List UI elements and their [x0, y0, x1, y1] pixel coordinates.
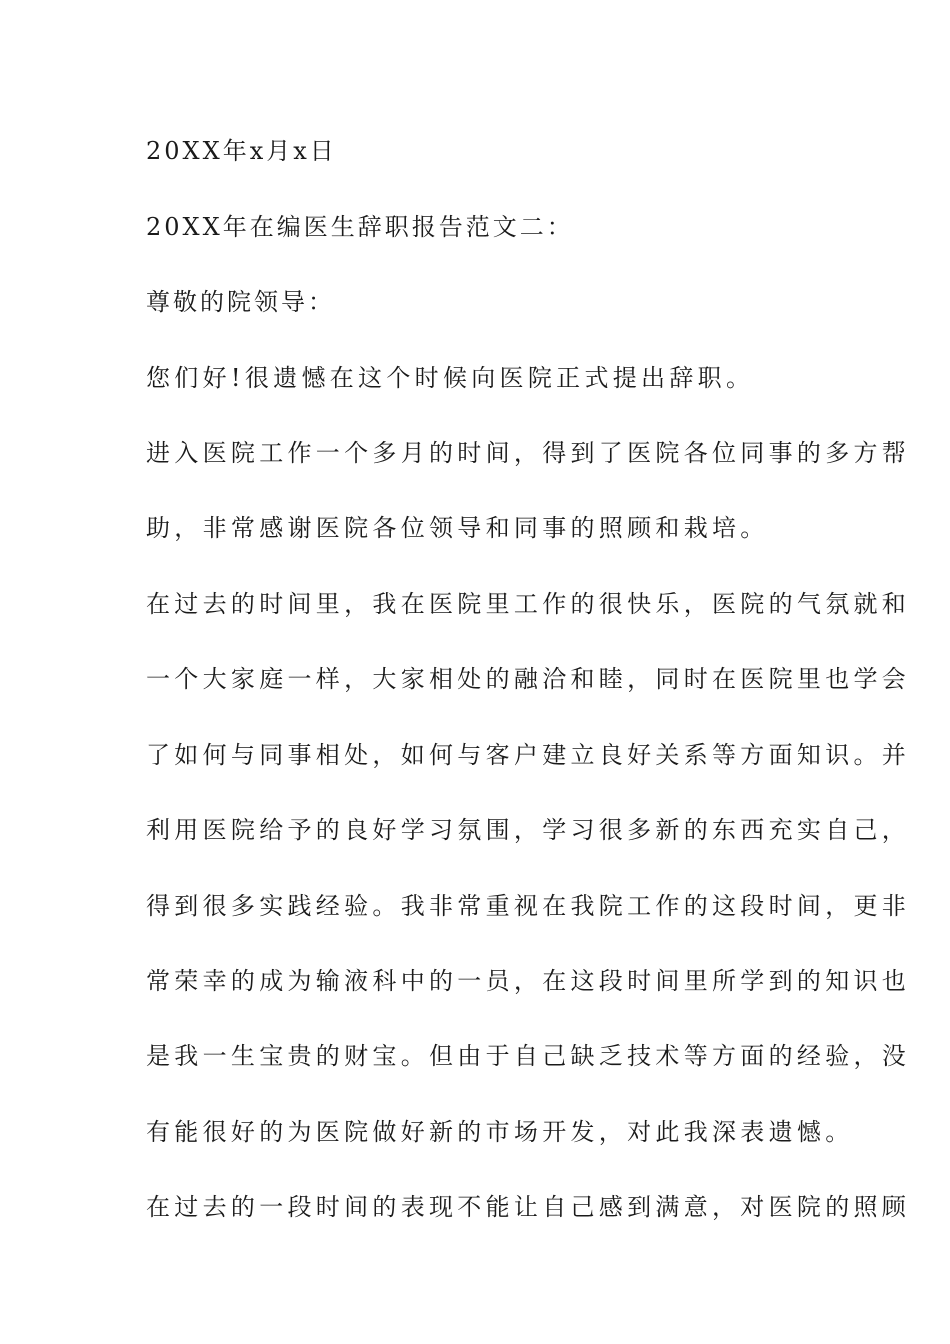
section-title: 20XX年在编医生辞职报告范文二：	[146, 213, 574, 241]
paragraph-line: 在过去的时间里，我在医院里工作的很快乐，医院的气氛就和	[146, 590, 911, 618]
paragraph-line: 了如何与同事相处，如何与客户建立良好关系等方面知识。并	[146, 741, 911, 769]
paragraph-line: 得到很多实践经验。我非常重视在我院工作的这段时间，更非	[146, 892, 911, 920]
paragraph-line: 是我一生宝贵的财宝。但由于自己缺乏技术等方面的经验，没	[146, 1042, 911, 1070]
paragraph-line: 在过去的一段时间的表现不能让自己感到满意，对医院的照顾	[146, 1193, 911, 1221]
paragraph-line: 常荣幸的成为输液科中的一员，在这段时间里所学到的知识也	[146, 967, 911, 995]
salutation: 尊敬的院领导：	[146, 288, 335, 316]
paragraph-line: 一个大家庭一样，大家相处的融洽和睦，同时在医院里也学会	[146, 665, 911, 693]
paragraph-line: 有能很好的为医院做好新的市场开发，对此我深表遗憾。	[146, 1118, 854, 1146]
paragraph-line: 您们好!很遗憾在这个时候向医院正式提出辞职。	[146, 364, 755, 392]
paragraph-line: 进入医院工作一个多月的时间，得到了医院各位同事的多方帮	[146, 439, 911, 467]
paragraph-line: 助，非常感谢医院各位领导和同事的照顾和栽培。	[146, 514, 769, 542]
paragraph-line: 利用医院给予的良好学习氛围，学习很多新的东西充实自己，	[146, 816, 911, 844]
date-line: 20XX年x月x日	[146, 137, 337, 165]
